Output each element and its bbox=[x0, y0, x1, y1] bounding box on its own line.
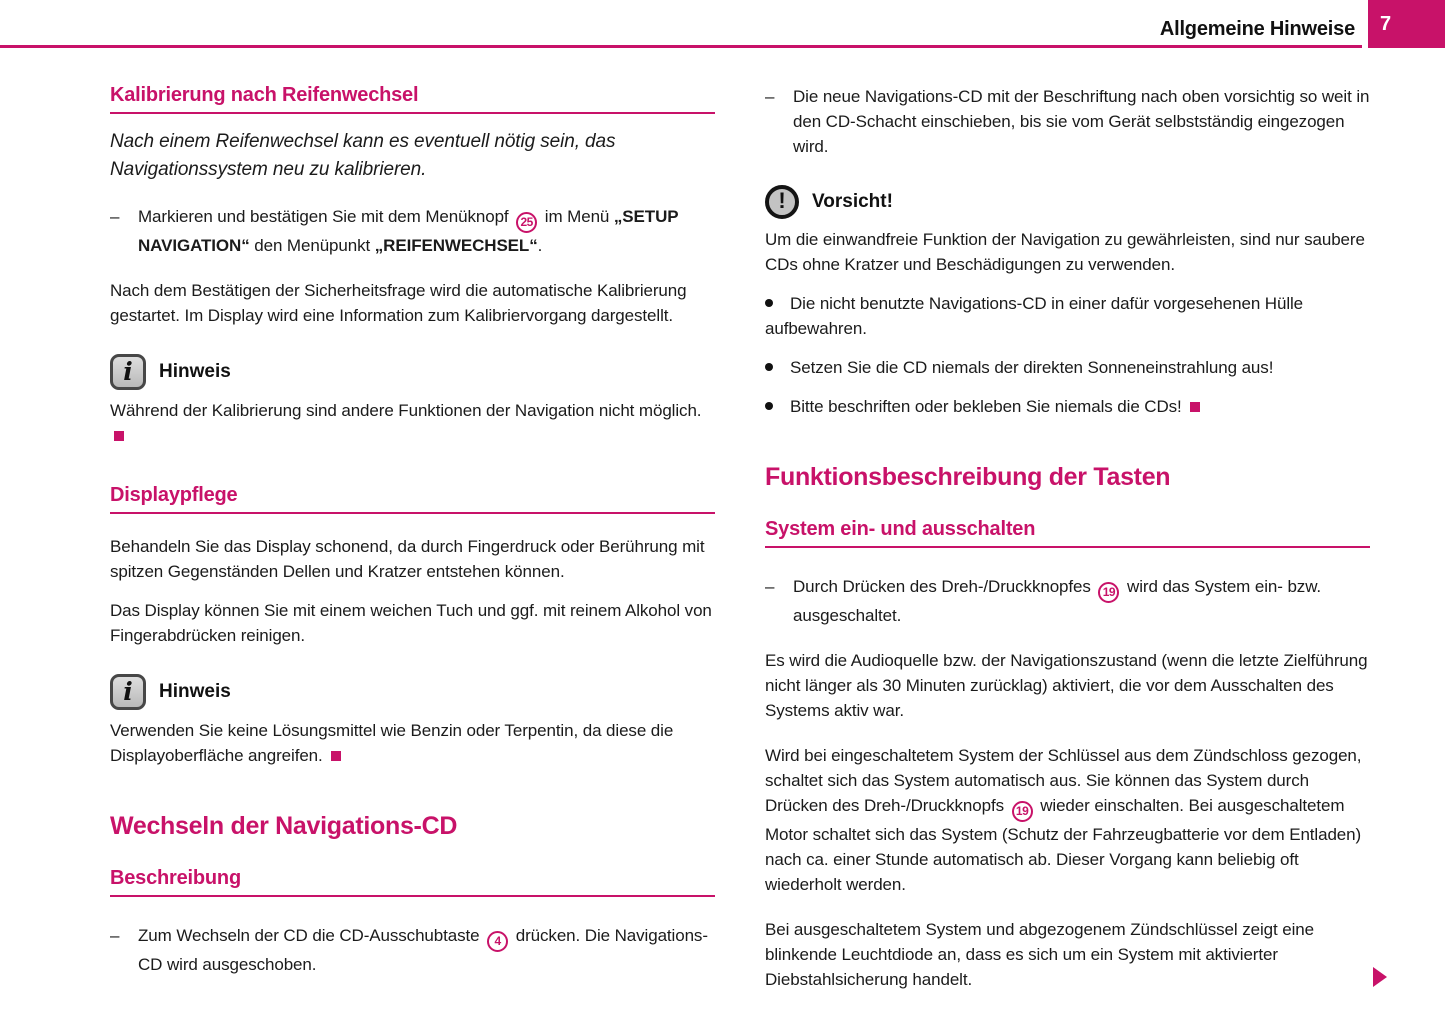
caution-block bbox=[765, 185, 1370, 277]
body-paragraph: Wird bei eingeschaltetem System der Schlüssel aus dem Zündschloss gezogen, schaltet sich das System automatisch aus. Sie können das System durch Drücken des Dreh-/Druckknopfs 19 wieder einschalten. Bei ausgeschaltetem Motor schaltet sich das System (Schutz der Fahrzeugbatterie vor dem Entladen) nach ca. einer Stunde automatisch ab. Dieser Vorgang kann beliebig oft wiederholt werden. bbox=[765, 746, 1362, 894]
chapter-heading-wechseln-cd: Wechseln der Navigations-CD bbox=[110, 812, 458, 840]
instruction-text: Durch Drücken des Dreh-/Druckknopfes 19 wird das System ein- bzw. ausgeschaltet. bbox=[793, 577, 1322, 625]
section-heading-displaypflege: Displaypflege bbox=[110, 484, 715, 514]
note-header bbox=[110, 354, 715, 390]
bullet-dot-icon bbox=[765, 402, 773, 410]
chapter-heading-funktionsbeschreibung: Funktionsbeschreibung der Tasten bbox=[765, 463, 1171, 491]
continuation-arrow-icon bbox=[1373, 967, 1387, 987]
body-paragraph: Das Display können Sie mit einem weichen Tuch und ggf. mit reinem Alkohol von Fingerabdrücken reinigen. bbox=[110, 601, 712, 645]
key-reference-4: 4 bbox=[487, 931, 508, 952]
caution-header bbox=[765, 185, 1370, 219]
page-number-badge bbox=[1368, 0, 1445, 48]
key-reference-19: 19 bbox=[1012, 801, 1033, 822]
section-heading-system: System ein- und ausschalten bbox=[765, 518, 1370, 548]
list-item bbox=[765, 355, 1370, 380]
body-paragraph: Nach dem Bestätigen der Sicherheitsfrage wird die automatische Kalibrierung gestartet. Im Display wird eine Information zum Kalibriervorgang dargestellt. bbox=[110, 281, 687, 325]
instruction-text: Zum Wechseln der CD die CD-Ausschubtaste 4 drücken. Die Navigations-CD wird ausgeschoben. bbox=[138, 926, 708, 974]
page-content bbox=[0, 48, 1445, 992]
paragraph-text: Bei ausgeschaltetem System und abgezogenem Zündschlüssel zeigt eine blinkende Leuchtdiode an, dass es sich um ein System mit aktivierter Diebstahlsicherung handelt. bbox=[765, 920, 1314, 989]
page-header bbox=[0, 0, 1445, 48]
instruction-item bbox=[765, 574, 1370, 628]
info-icon: i bbox=[110, 354, 146, 390]
dash-bullet: – bbox=[765, 577, 775, 596]
end-of-section-marker bbox=[1190, 402, 1200, 412]
left-column bbox=[110, 84, 715, 992]
note-label: Hinweis bbox=[159, 681, 231, 702]
instruction-item bbox=[110, 204, 715, 258]
end-of-section-marker bbox=[331, 751, 341, 761]
dash-bullet: – bbox=[765, 87, 775, 106]
note-block bbox=[110, 674, 715, 768]
menu-item-name: „SETUP NAVIGATION“ bbox=[138, 207, 679, 255]
intro-paragraph: Nach einem Reifenwechsel kann es eventuell nötig sein, das Navigationssystem neu zu kalibrieren. bbox=[110, 131, 616, 180]
instruction-text: Markieren und bestätigen Sie mit dem Menüknopf 25 im Menü „SETUP NAVIGATION“ den Menüpunkt „REIFENWECHSEL“. bbox=[138, 207, 679, 255]
body-paragraph: Es wird die Audioquelle bzw. der Navigationszustand (wenn die letzte Zielführung nicht länger als 30 Minuten zurücklag) aktiviert, die vor dem Ausschalten des Systems aktiv war. bbox=[765, 651, 1368, 720]
list-item bbox=[765, 291, 1370, 341]
instruction-text: Die neue Navigations-CD mit der Beschriftung nach oben vorsichtig so weit in den CD-Schacht einschieben, bis sie vom Gerät selbstständig eingezogen wird. bbox=[793, 87, 1370, 156]
end-of-section-marker bbox=[114, 431, 124, 441]
caution-label: Vorsicht! bbox=[812, 191, 893, 212]
instruction-item bbox=[110, 923, 715, 977]
note-text: Während der Kalibrierung sind andere Funktionen der Navigation nicht möglich. bbox=[110, 398, 715, 448]
key-reference-25: 25 bbox=[516, 212, 537, 233]
caution-icon: ! bbox=[765, 185, 799, 219]
section-heading-beschreibung: Beschreibung bbox=[110, 867, 715, 897]
right-column bbox=[765, 84, 1370, 992]
chapter-title: Allgemeine Hinweise bbox=[1159, 18, 1355, 40]
menu-item-name: „REIFENWECHSEL“ bbox=[374, 236, 538, 255]
note-block bbox=[110, 354, 715, 448]
info-icon: i bbox=[110, 674, 146, 710]
list-item-text: Bitte beschriften oder bekleben Sie niemals die CDs! bbox=[790, 397, 1200, 416]
key-reference-19: 19 bbox=[1098, 582, 1119, 603]
header-rule bbox=[0, 45, 1362, 48]
bullet-dot-icon bbox=[765, 363, 773, 371]
dash-bullet: – bbox=[110, 926, 120, 945]
list-item bbox=[765, 394, 1370, 419]
note-text: Verwenden Sie keine Lösungsmittel wie Benzin oder Terpentin, da diese die Displayoberfläche angreifen. bbox=[110, 721, 674, 765]
caution-text: Um die einwandfreie Funktion der Navigation zu gewährleisten, sind nur saubere CDs ohne Kratzer und Beschädigungen zu verwenden. bbox=[765, 230, 1365, 274]
list-item-text: Die nicht benutzte Navigations-CD in einer dafür vorgesehenen Hülle aufbewahren. bbox=[765, 294, 1304, 338]
section-heading-kalibrierung: Kalibrierung nach Reifenwechsel bbox=[110, 84, 715, 114]
page-number: 7 bbox=[1380, 13, 1392, 35]
body-paragraph bbox=[765, 917, 1370, 992]
instruction-item bbox=[765, 84, 1370, 159]
bullet-dot-icon bbox=[765, 299, 773, 307]
note-header bbox=[110, 674, 715, 710]
list-item-text: Setzen Sie die CD niemals der direkten Sonneneinstrahlung aus! bbox=[790, 358, 1274, 377]
dash-bullet: – bbox=[110, 207, 120, 226]
note-label: Hinweis bbox=[159, 361, 231, 382]
body-paragraph: Behandeln Sie das Display schonend, da durch Fingerdruck oder Berührung mit spitzen Gegenständen Dellen und Kratzer entstehen können. bbox=[110, 537, 705, 581]
